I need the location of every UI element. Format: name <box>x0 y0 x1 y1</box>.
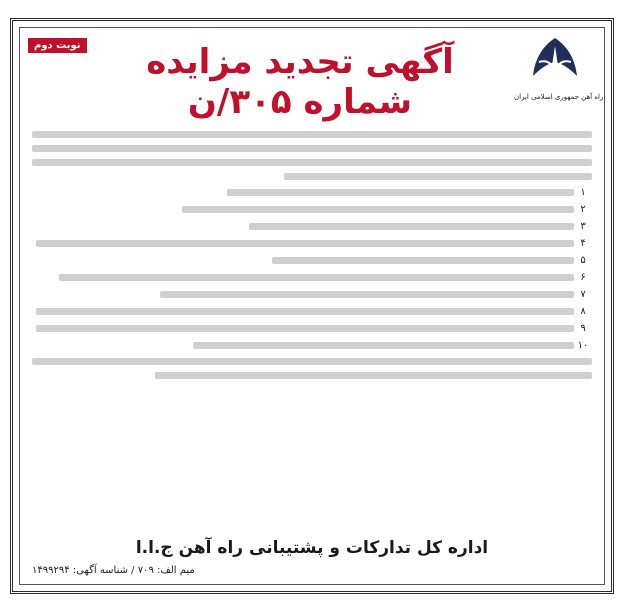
list-item-number: ۴ <box>580 238 586 249</box>
numbered-list <box>32 187 592 351</box>
text-line <box>272 257 574 264</box>
footer-title: اداره کل تدارکات و پشتیبانی راه آهن ج.ا.ا <box>135 538 489 558</box>
closing-paragraph <box>32 358 592 379</box>
list-item <box>32 323 592 334</box>
list-item-number: ۹ <box>580 323 586 334</box>
advertisement-inner <box>19 27 605 585</box>
text-line <box>155 372 592 379</box>
advertisement-header <box>20 28 604 122</box>
logo-caption: راه آهن جمهوری اسلامی ایران <box>514 93 604 101</box>
logo <box>514 32 604 110</box>
text-line <box>36 325 574 332</box>
list-item-number: ۶ <box>580 272 586 283</box>
advertisement-frame <box>10 18 614 594</box>
footer-meta: میم الف: ۷۰۹ / شناسه آگهی: ۱۴۹۹۲۹۴ <box>32 565 195 576</box>
intro-paragraph <box>32 131 592 180</box>
list-item <box>32 289 592 300</box>
list-item <box>32 187 592 198</box>
list-item <box>32 306 592 317</box>
text-line <box>32 145 592 152</box>
list-item-number: ۳ <box>580 221 586 232</box>
list-item-number: ۵ <box>580 255 586 266</box>
page-title: آگهی تجدید مزایده شماره ۳۰۵/ن <box>146 42 454 122</box>
text-line <box>32 159 592 166</box>
list-item <box>32 238 592 249</box>
list-item-number: ۲ <box>580 204 586 215</box>
list-item <box>32 272 592 283</box>
list-item <box>32 255 592 266</box>
text-line <box>36 240 574 247</box>
text-line <box>249 223 574 230</box>
winged-emblem-icon <box>525 32 585 92</box>
text-line <box>182 206 574 213</box>
list-item-number: ۷ <box>580 289 586 300</box>
list-item <box>32 221 592 232</box>
list-item <box>32 340 592 351</box>
list-item-number: ۸ <box>580 306 586 317</box>
list-item <box>32 204 592 215</box>
text-line <box>284 173 592 180</box>
text-line <box>32 131 592 138</box>
list-item-number: ۱۰ <box>577 340 589 351</box>
text-line <box>160 291 574 298</box>
text-line <box>227 189 574 196</box>
list-item-number: ۱ <box>580 187 586 198</box>
text-line <box>36 308 574 315</box>
text-line <box>59 274 574 281</box>
text-line <box>32 358 592 365</box>
text-line <box>193 342 574 349</box>
round-badge: نوبت دوم <box>28 38 87 53</box>
advertisement-body <box>32 124 592 524</box>
